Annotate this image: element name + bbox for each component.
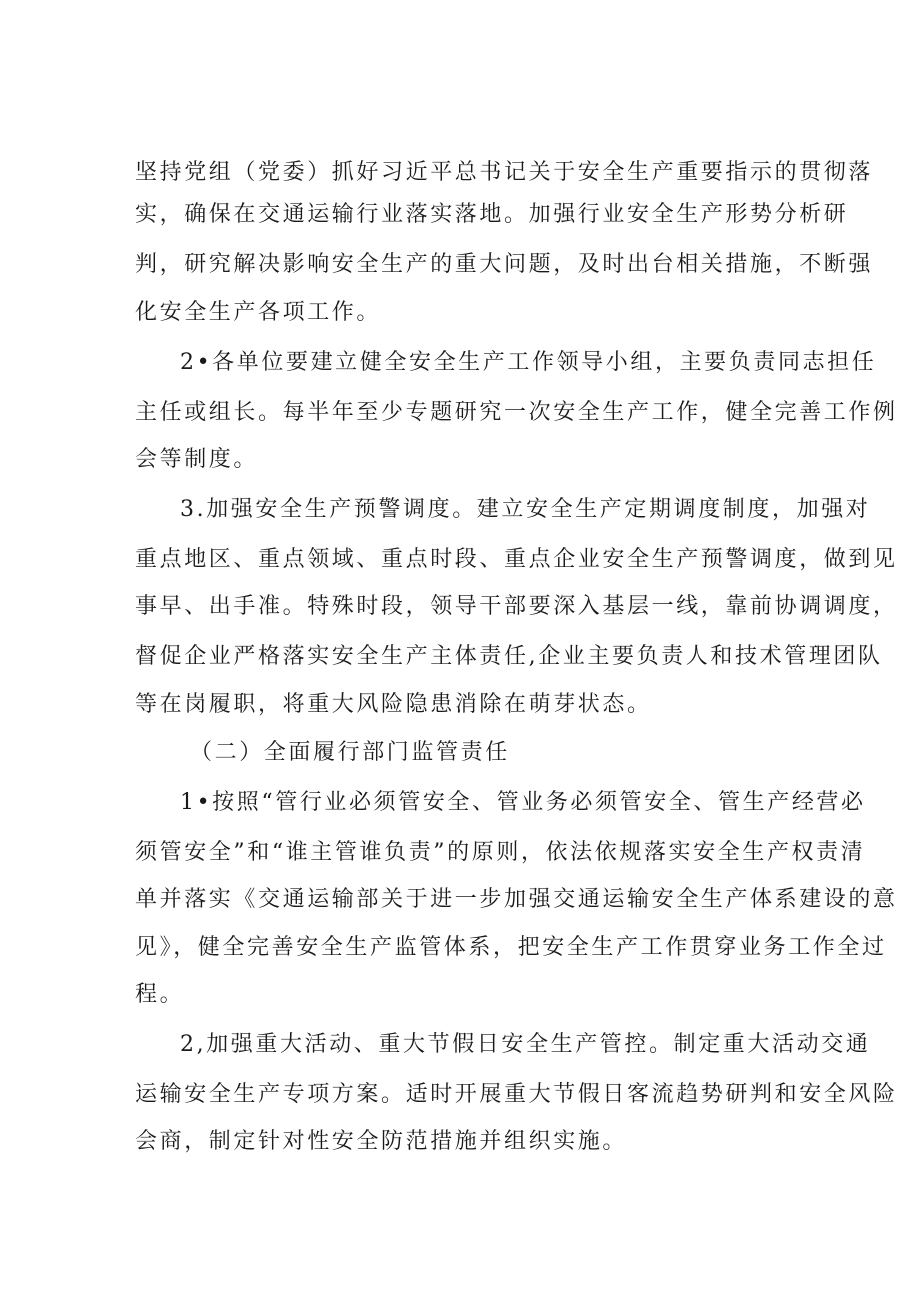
- text-line: 主任或组长。每半年至少专题研究一次安全生产工作，健全完善工作例: [135, 400, 898, 425]
- section-heading: （二）全面履行部门监管责任: [190, 740, 510, 765]
- text-line: 运输安全生产专项方案。适时开展重大节假日客流趋势研判和安全风险: [135, 1082, 898, 1107]
- text-line: 化安全生产各项工作。: [135, 300, 382, 325]
- text-line: 2,加强重大活动、重大节假日安全生产管控。制定重大活动交通: [180, 1032, 871, 1057]
- text-line: 1•按照“管行业必须管安全、管业务必须管安全、管生产经营必: [180, 790, 866, 815]
- text-line: 2•各单位要建立健全安全生产工作领导小组，主要负责同志担任: [180, 350, 877, 375]
- text-line: 实，确保在交通运输行业落实落地。加强行业安全生产形势分析研: [135, 202, 849, 227]
- text-line: 单并落实《交通运输部关于进一步加强交通运输安全生产体系建设的意: [135, 887, 898, 912]
- text-line: 会等制度。: [135, 447, 259, 472]
- text-line: 等在岗履职，将重大风险隐患消除在萌芽状态。: [135, 692, 652, 717]
- text-line: 重点地区、重点领域、重点时段、重点企业安全生产预警调度，做到见: [135, 547, 898, 572]
- text-line: 事早、出手准。特殊时段，领导干部要深入基层一线，靠前协调调度，: [135, 594, 898, 619]
- text-line: 坚持党组（党委）抓好习近平总书记关于安全生产重要指示的贯彻落: [135, 160, 874, 185]
- text-line: 督促企业严格落实安全生产主体责任,企业主要负责人和技术管理团队: [135, 644, 883, 669]
- text-line: 须管安全”和“谁主管谁负责”的原则，依法依规落实安全生产权责清: [135, 840, 866, 865]
- text-line: 见》，健全完善安全生产监管体系，把安全生产工作贯穿业务工作全过: [135, 935, 887, 960]
- text-line: 会商，制定针对性安全防范措施并组织实施。: [135, 1129, 628, 1154]
- text-line: 程。: [135, 982, 185, 1007]
- text-line: 判，研究解决影响安全生产的重大问题，及时出台相关措施，不断强: [135, 252, 874, 277]
- text-line: 3.加强安全生产预警调度。建立安全生产定期调度制度，加强对: [180, 497, 871, 522]
